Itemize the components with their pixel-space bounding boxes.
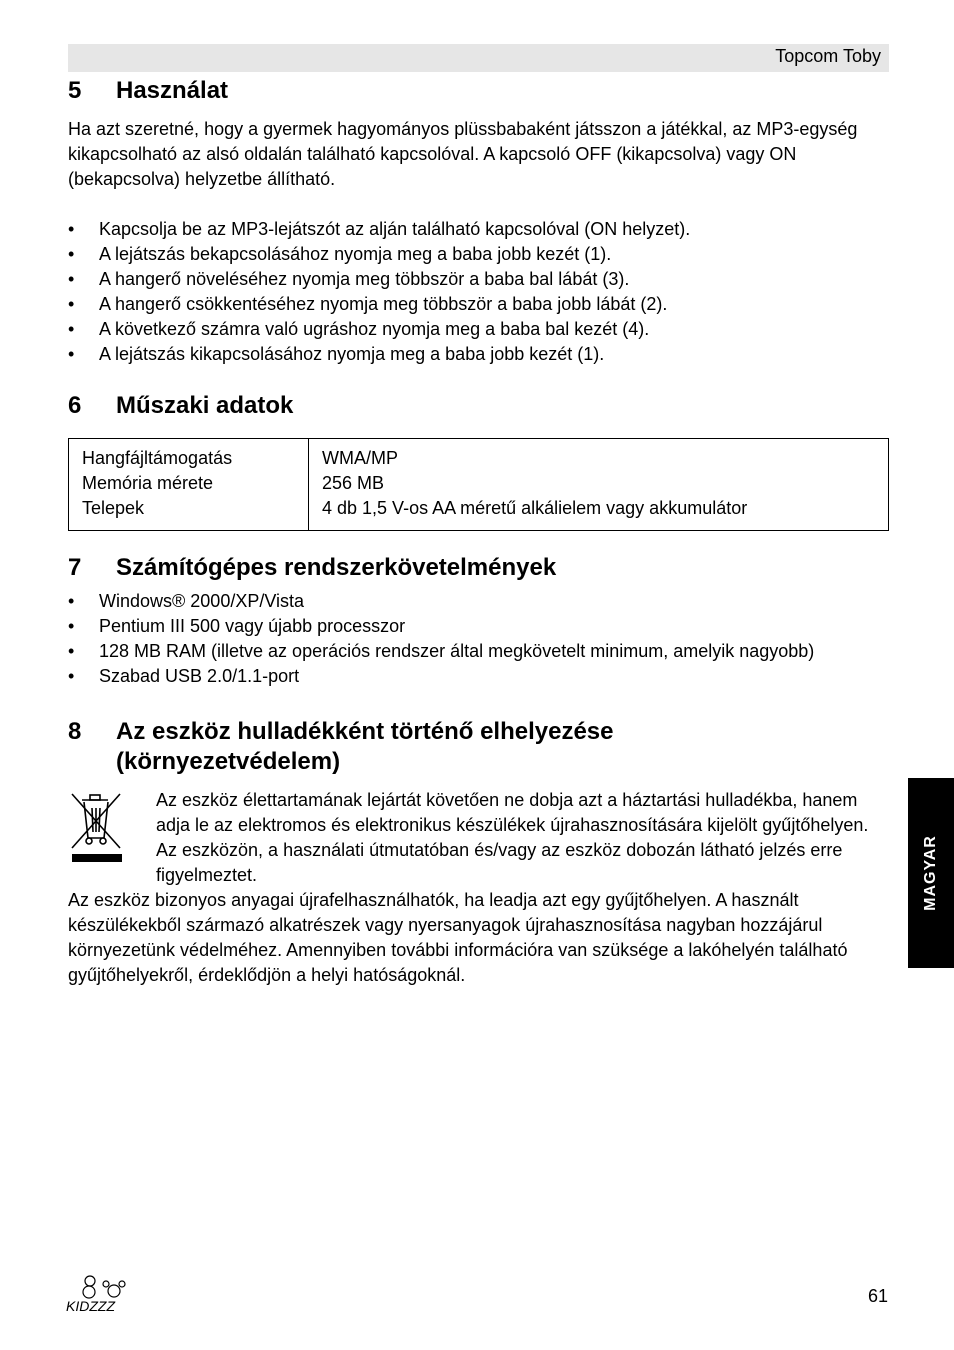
section-6-heading [68, 391, 889, 421]
section-5-number: 5 [68, 77, 82, 104]
list-item: • A lejátszás kikapcsolásához nyomja meg a baba jobb kezét (1). [68, 342, 889, 367]
weee-block [68, 788, 889, 888]
section-5-heading [68, 76, 889, 106]
section-8-title: Az eszköz hulladékként történő elhelyezése (környezetvédelem) [116, 718, 614, 775]
section-5-title: Használat [116, 77, 229, 104]
list-item: • A hangerő növeléséhez nyomja meg többször a baba bal lábát (3). [68, 267, 889, 292]
specs-values [309, 439, 889, 531]
section-6-number: 6 [68, 392, 82, 419]
specs-table [68, 438, 889, 531]
weee-text: Az eszköz élettartamának lejártát követően ne dobja azt a háztartási hulladékba, hanem adja le az elektromos és elektronikus készülékek újrahasznosítására kijelölt gyűjtőhelyen. Az eszközön, a használati útmutatóban és/vagy az eszköz dobozán látható jelzés erre figyelmeztet. [156, 790, 869, 885]
disposal-text: Az eszköz bizonyos anyagai újrafelhasználhatók, ha leadja azt egy gyűjtőhelyen. A használt készülékekből származó alkatrészek vagy nyersanyagok újrahasznosítása nagyban hozzájárul környezetünk védelméhez. Amennyiben további információra van szüksége a lakóhelyén található gyűjtőhelyekről, érdeklődjön a helyi hatóságoknál. [68, 890, 848, 985]
weee-bin-icon [68, 788, 156, 888]
table-row [69, 439, 889, 531]
list-item: • A hangerő csökkentéséhez nyomja meg többször a baba jobb lábát (2). [68, 292, 889, 317]
list-item: • A következő számra való ugráshoz nyomja meg a baba bal kezét (4). [68, 317, 889, 342]
header-title: Topcom Toby [775, 46, 881, 66]
list-item: • Pentium III 500 vagy újabb processzor [68, 614, 889, 639]
page-content [68, 76, 889, 988]
section-7-number: 7 [68, 554, 82, 581]
section-7-title: Számítógépes rendszerkövetelmények [116, 554, 557, 581]
section-7-heading [68, 553, 889, 583]
language-tab-label: MAGYAR [922, 835, 939, 911]
spec-value: 256 MB [322, 473, 385, 493]
page-number: 61 [867, 1286, 888, 1306]
spec-label: Hangfájltámogatás [82, 448, 233, 468]
specs-labels [69, 439, 309, 531]
section-8-number: 8 [68, 718, 82, 745]
spec-label: Telepek [82, 498, 145, 518]
list-item: • Windows® 2000/XP/Vista [68, 589, 889, 614]
spec-value: 4 db 1,5 V-os AA méretű alkálielem vagy akkumulátor [322, 498, 748, 518]
spec-label: Memória mérete [82, 473, 214, 493]
section-5-intro: Ha azt szeretné, hogy a gyermek hagyományos plüssbabaként játsszon a játékkal, az MP3-egység kikapcsolható az alsó oldalán található kapcsolóval. A kapcsoló OFF (kikapcsolva) vagy ON (bekapcsolva) helyzetbe állítható. [68, 119, 858, 189]
kidzzz-logo [60, 1272, 140, 1321]
logo-text: KIDZZZ [66, 1298, 115, 1314]
section-6-title: Műszaki adatok [116, 392, 294, 419]
section-5-list [68, 217, 889, 367]
list-item: • A lejátszás bekapcsolásához nyomja meg a baba jobb kezét (1). [68, 242, 889, 267]
section-7-list [68, 589, 889, 689]
list-item: • 128 MB RAM (illetve az operációs rendszer által megkövetelt minimum, amelyik nagyobb) [68, 639, 889, 664]
language-tab [908, 778, 954, 968]
list-item: • Szabad USB 2.0/1.1-port [68, 664, 889, 689]
spec-value: WMA/MP [322, 448, 398, 468]
header-bar [68, 44, 889, 72]
section-8-heading [68, 717, 889, 777]
list-item: • Kapcsolja be az MP3-lejátszót az alján található kapcsolóval (ON helyzet). [68, 217, 889, 242]
